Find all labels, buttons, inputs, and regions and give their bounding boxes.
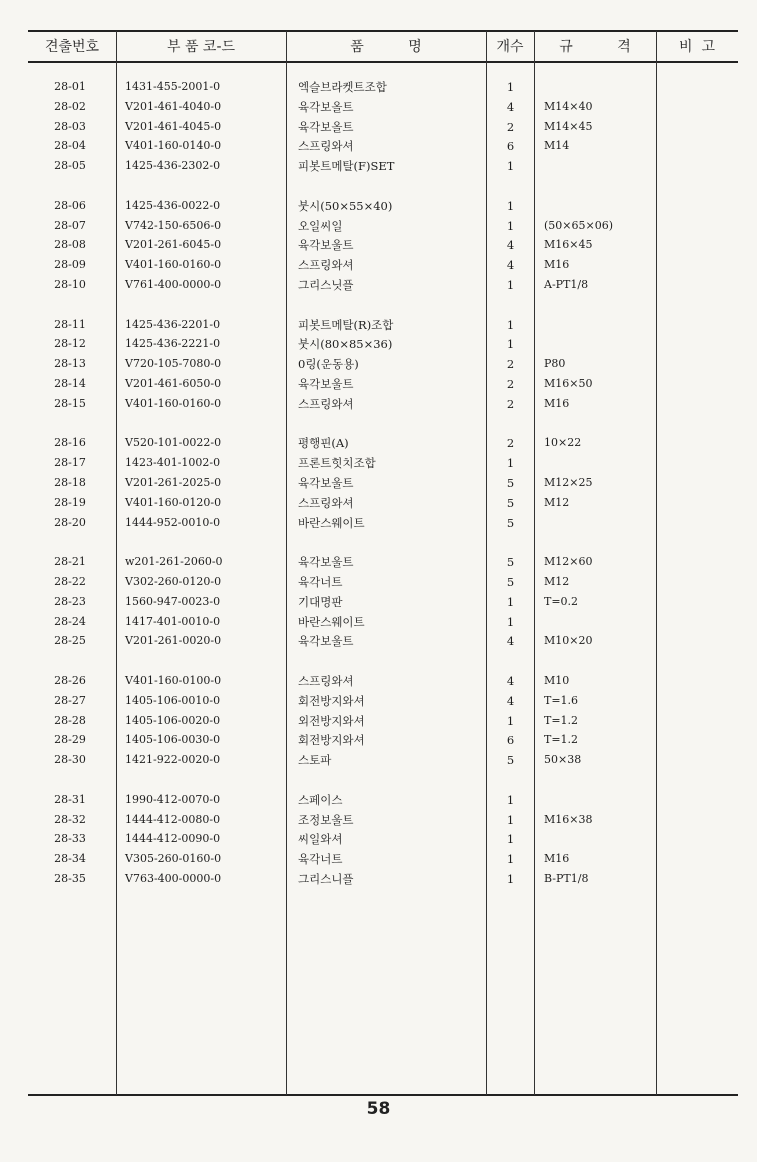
part-name-cell: 스프링와셔: [298, 396, 354, 411]
table-row: [0, 395, 757, 413]
part-code-cell: 1405-106-0010-0: [125, 693, 221, 707]
part-name-cell: 붓시(50×55×40): [298, 198, 393, 213]
table-row: [0, 256, 757, 274]
item-no-cell: 28-35: [54, 872, 86, 885]
item-no-cell: 28-17: [54, 456, 86, 470]
table-row: [0, 375, 757, 393]
page-number: 58: [366, 1099, 391, 1119]
table-row: [0, 355, 757, 373]
quantity-cell: 2: [506, 396, 515, 411]
quantity-cell: 1: [506, 713, 515, 728]
item-no-cell: 28-31: [54, 792, 86, 806]
table-row: [0, 494, 757, 512]
spec-cell: M12: [544, 495, 570, 509]
part-code-cell: V302-260-0120-0: [125, 575, 222, 588]
spec-cell: M16×45: [544, 238, 593, 252]
part-code-cell: V763-400-0000-0: [125, 872, 222, 885]
spec-cell: A-PT1/8: [544, 278, 589, 291]
item-no-cell: 28-06: [54, 198, 86, 212]
part-code-cell: 1405-106-0030-0: [125, 733, 221, 747]
item-no-cell: 28-25: [54, 634, 86, 648]
part-code-cell: 1421-922-0020-0: [125, 753, 221, 767]
spec-cell: M16×38: [544, 812, 593, 826]
item-no-cell: 28-19: [54, 495, 86, 509]
spec-cell: M14×40: [544, 99, 593, 113]
table-row: [0, 454, 757, 472]
spec-cell: M10: [544, 674, 570, 687]
part-code-cell: w201-261-2060-0: [125, 555, 223, 569]
table-row: [0, 335, 757, 353]
header-remarks: 비 고: [679, 39, 715, 55]
part-name-cell: 피봇트메탈(F)SET: [298, 159, 395, 174]
part-code-cell: 1425-436-2302-0: [125, 159, 221, 173]
table-row: [0, 751, 757, 769]
quantity-cell: 1: [506, 832, 515, 847]
quantity-cell: 1: [506, 812, 515, 827]
item-no-cell: 28-26: [54, 674, 86, 687]
table-row: [0, 731, 757, 749]
part-name-cell: 피봇트메탈(R)조합: [298, 317, 394, 332]
part-code-cell: 1425-436-2221-0: [125, 337, 221, 351]
table-row: [0, 118, 757, 136]
quantity-cell: 1: [506, 792, 515, 807]
spec-cell: M16: [544, 852, 570, 866]
part-code-cell: V201-261-2025-0: [125, 476, 222, 489]
table-row: [0, 692, 757, 710]
item-no-cell: 28-30: [54, 753, 86, 767]
spec-cell: T=1.2: [544, 713, 579, 727]
table-row: [0, 573, 757, 591]
table-row: [0, 217, 757, 235]
item-no-cell: 28-09: [54, 258, 86, 272]
part-code-cell: V720-105-7080-0: [125, 357, 222, 371]
part-name-cell: 씨일와셔: [298, 832, 343, 847]
spec-cell: T=0.2: [544, 594, 579, 608]
item-no-cell: 28-34: [54, 852, 86, 866]
quantity-cell: 1: [506, 614, 515, 629]
table-row: [0, 593, 757, 611]
quantity-cell: 1: [506, 198, 515, 213]
table-row: [0, 870, 757, 888]
spec-cell: M14: [544, 139, 570, 153]
part-code-cell: V201-461-4045-0: [125, 119, 222, 133]
part-name-cell: 바란스웨이트: [298, 515, 365, 530]
quantity-cell: 1: [506, 317, 515, 332]
part-name-cell: 조정보울트: [298, 812, 354, 827]
part-code-cell: V201-461-4040-0: [125, 99, 222, 113]
part-code-cell: V401-160-0140-0: [125, 139, 222, 153]
part-code-cell: 1560-947-0023-0: [125, 594, 221, 608]
table-row: [0, 553, 757, 571]
part-name-cell: 육각너트: [298, 575, 343, 589]
part-code-cell: V401-160-0100-0: [125, 674, 222, 687]
quantity-cell: 5: [506, 476, 515, 490]
item-no-cell: 28-22: [54, 575, 86, 588]
spec-cell: 50×38: [544, 753, 582, 767]
item-no-cell: 28-14: [54, 377, 86, 390]
table-row: [0, 276, 757, 294]
quantity-cell: 2: [506, 357, 515, 372]
quantity-cell: 1: [506, 337, 515, 352]
part-code-cell: 1425-436-2201-0: [125, 317, 221, 331]
part-name-cell: 육각보울트: [298, 377, 354, 391]
quantity-cell: 1: [506, 218, 515, 233]
table-row: [0, 514, 757, 532]
quantity-cell: 2: [506, 436, 515, 451]
item-no-cell: 28-21: [54, 555, 86, 569]
part-code-cell: V401-160-0120-0: [125, 495, 222, 509]
part-code-cell: 1417-401-0010-0: [125, 614, 221, 628]
part-name-cell: 스페이스: [298, 792, 343, 807]
part-code-cell: V201-261-6045-0: [125, 238, 222, 252]
quantity-cell: 2: [506, 377, 515, 391]
part-code-cell: 1444-412-0090-0: [125, 832, 221, 846]
table-row: [0, 98, 757, 116]
item-no-cell: 28-12: [54, 337, 86, 351]
top-rule: [28, 30, 738, 32]
part-name-cell: 육각너트: [298, 852, 343, 867]
header-part-name: 품 명: [350, 39, 422, 55]
spec-cell: M16: [544, 258, 570, 272]
part-name-cell: 오일씨일: [298, 218, 343, 233]
header-spec: 규 격: [559, 39, 631, 55]
part-code-cell: 1990-412-0070-0: [125, 792, 221, 806]
quantity-cell: 5: [506, 555, 515, 570]
spec-cell: P80: [544, 357, 566, 371]
item-no-cell: 28-13: [54, 357, 86, 371]
table-row: [0, 137, 757, 155]
part-name-cell: 육각보울트: [298, 555, 354, 570]
part-name-cell: 기대명판: [298, 594, 343, 609]
quantity-cell: 4: [506, 674, 515, 688]
spec-cell: M14×45: [544, 119, 593, 133]
quantity-cell: 1: [506, 159, 515, 174]
quantity-cell: 6: [506, 139, 515, 154]
spec-cell: M12×60: [544, 555, 593, 569]
spec-cell: T=1.6: [544, 693, 579, 707]
part-name-cell: 프론트힛치조합: [298, 456, 376, 471]
table-row: [0, 791, 757, 809]
quantity-cell: 1: [506, 872, 515, 886]
item-no-cell: 28-05: [54, 159, 86, 173]
quantity-cell: 5: [506, 753, 515, 768]
spec-cell: M10×20: [544, 634, 593, 648]
part-code-cell: V305-260-0160-0: [125, 852, 222, 866]
item-no-cell: 28-29: [54, 733, 86, 747]
table-row: [0, 197, 757, 215]
quantity-cell: 4: [506, 634, 515, 649]
part-code-cell: 1423-401-1002-0: [125, 456, 221, 470]
part-name-cell: 붓시(80×85×36): [298, 337, 393, 352]
part-code-cell: V520-101-0022-0: [125, 436, 222, 450]
table-row: [0, 672, 757, 690]
item-no-cell: 28-10: [54, 278, 86, 291]
quantity-cell: 1: [506, 278, 515, 292]
bottom-rule: [28, 1094, 738, 1096]
part-name-cell: 회전방지와셔: [298, 733, 365, 748]
quantity-cell: 1: [506, 80, 515, 94]
header-part-code: 부 품 코-드: [166, 39, 236, 55]
part-code-cell: 1444-412-0080-0: [125, 812, 221, 826]
part-code-cell: V401-160-0160-0: [125, 258, 222, 272]
quantity-cell: 5: [506, 575, 515, 589]
quantity-cell: 6: [506, 733, 515, 748]
table-row: [0, 850, 757, 868]
part-name-cell: 육각보올트: [298, 99, 354, 114]
spec-cell: M12×25: [544, 476, 593, 489]
part-name-cell: 육각보울트: [298, 476, 354, 490]
quantity-cell: 2: [506, 119, 515, 134]
item-no-cell: 28-08: [54, 238, 86, 252]
table-row: [0, 157, 757, 175]
part-code-cell: 1444-952-0010-0: [125, 515, 221, 529]
part-name-cell: 외전방지와셔: [298, 713, 365, 728]
header-quantity: 개수: [496, 39, 524, 55]
table-row: [0, 78, 757, 96]
part-name-cell: 엑슬브라켓트조합: [298, 80, 387, 94]
table-row: [0, 811, 757, 829]
table-row: [0, 613, 757, 631]
item-no-cell: 28-16: [54, 436, 86, 450]
item-no-cell: 28-33: [54, 832, 86, 846]
part-code-cell: V201-461-6050-0: [125, 377, 222, 390]
part-code-cell: 1405-106-0020-0: [125, 713, 221, 727]
spec-cell: M12: [544, 575, 570, 588]
table-row: [0, 474, 757, 492]
part-code-cell: V401-160-0160-0: [125, 396, 222, 410]
part-name-cell: 스프링와셔: [298, 495, 354, 510]
quantity-cell: 4: [506, 99, 515, 114]
part-code-cell: 1431-455-2001-0: [125, 80, 221, 93]
item-no-cell: 28-04: [54, 139, 86, 153]
part-name-cell: 평행핀(A): [298, 436, 349, 451]
spec-cell: (50×65×06): [544, 218, 614, 232]
item-no-cell: 28-03: [54, 119, 86, 133]
part-name-cell: 스프링와셔: [298, 674, 354, 688]
item-no-cell: 28-20: [54, 515, 86, 529]
table-row: [0, 236, 757, 254]
header-item-no: 견출번호: [44, 39, 100, 55]
part-code-cell: V742-150-6506-0: [125, 218, 222, 232]
part-code-cell: V201-261-0020-0: [125, 634, 222, 648]
part-name-cell: 바란스웨이트: [298, 614, 365, 629]
spec-cell: M16×50: [544, 377, 593, 390]
item-no-cell: 28-15: [54, 396, 86, 410]
table-row: [0, 316, 757, 334]
part-name-cell: 스프링와셔: [298, 139, 354, 154]
spec-cell: 10×22: [544, 436, 582, 450]
item-no-cell: 28-01: [54, 80, 86, 93]
part-name-cell: 0링(운동용): [298, 357, 359, 372]
part-name-cell: 그리스닛플: [298, 278, 354, 292]
quantity-cell: 1: [506, 456, 515, 471]
table-row: [0, 830, 757, 848]
part-name-cell: 스토파: [298, 753, 332, 768]
item-no-cell: 28-27: [54, 693, 86, 707]
quantity-cell: 4: [506, 693, 515, 708]
item-no-cell: 28-28: [54, 713, 86, 727]
part-code-cell: 1425-436-0022-0: [125, 198, 221, 212]
item-no-cell: 28-18: [54, 476, 86, 489]
item-no-cell: 28-07: [54, 218, 86, 232]
spec-cell: B-PT1/8: [544, 872, 589, 885]
spec-cell: M16: [544, 396, 570, 410]
table-row: [0, 434, 757, 452]
table-row: [0, 632, 757, 650]
item-no-cell: 28-24: [54, 614, 86, 628]
item-no-cell: 28-02: [54, 99, 86, 113]
part-name-cell: 그리스니플: [298, 872, 354, 886]
part-name-cell: 육각보올트: [298, 119, 354, 134]
spec-cell: T=1.2: [544, 733, 579, 747]
item-no-cell: 28-32: [54, 812, 86, 826]
quantity-cell: 4: [506, 258, 515, 273]
part-name-cell: 회전방지와셔: [298, 693, 365, 708]
part-name-cell: 육각보울트: [298, 238, 354, 253]
header-rule: [28, 61, 738, 63]
part-code-cell: V761-400-0000-0: [125, 278, 222, 291]
part-name-cell: 스프링와셔: [298, 258, 354, 273]
item-no-cell: 28-23: [54, 594, 86, 608]
quantity-cell: 5: [506, 495, 515, 510]
table-row: [0, 712, 757, 730]
quantity-cell: 4: [506, 238, 515, 253]
quantity-cell: 5: [506, 515, 515, 530]
quantity-cell: 1: [506, 594, 515, 609]
item-no-cell: 28-11: [54, 317, 86, 331]
quantity-cell: 1: [506, 852, 515, 867]
part-name-cell: 육각보울트: [298, 634, 354, 649]
